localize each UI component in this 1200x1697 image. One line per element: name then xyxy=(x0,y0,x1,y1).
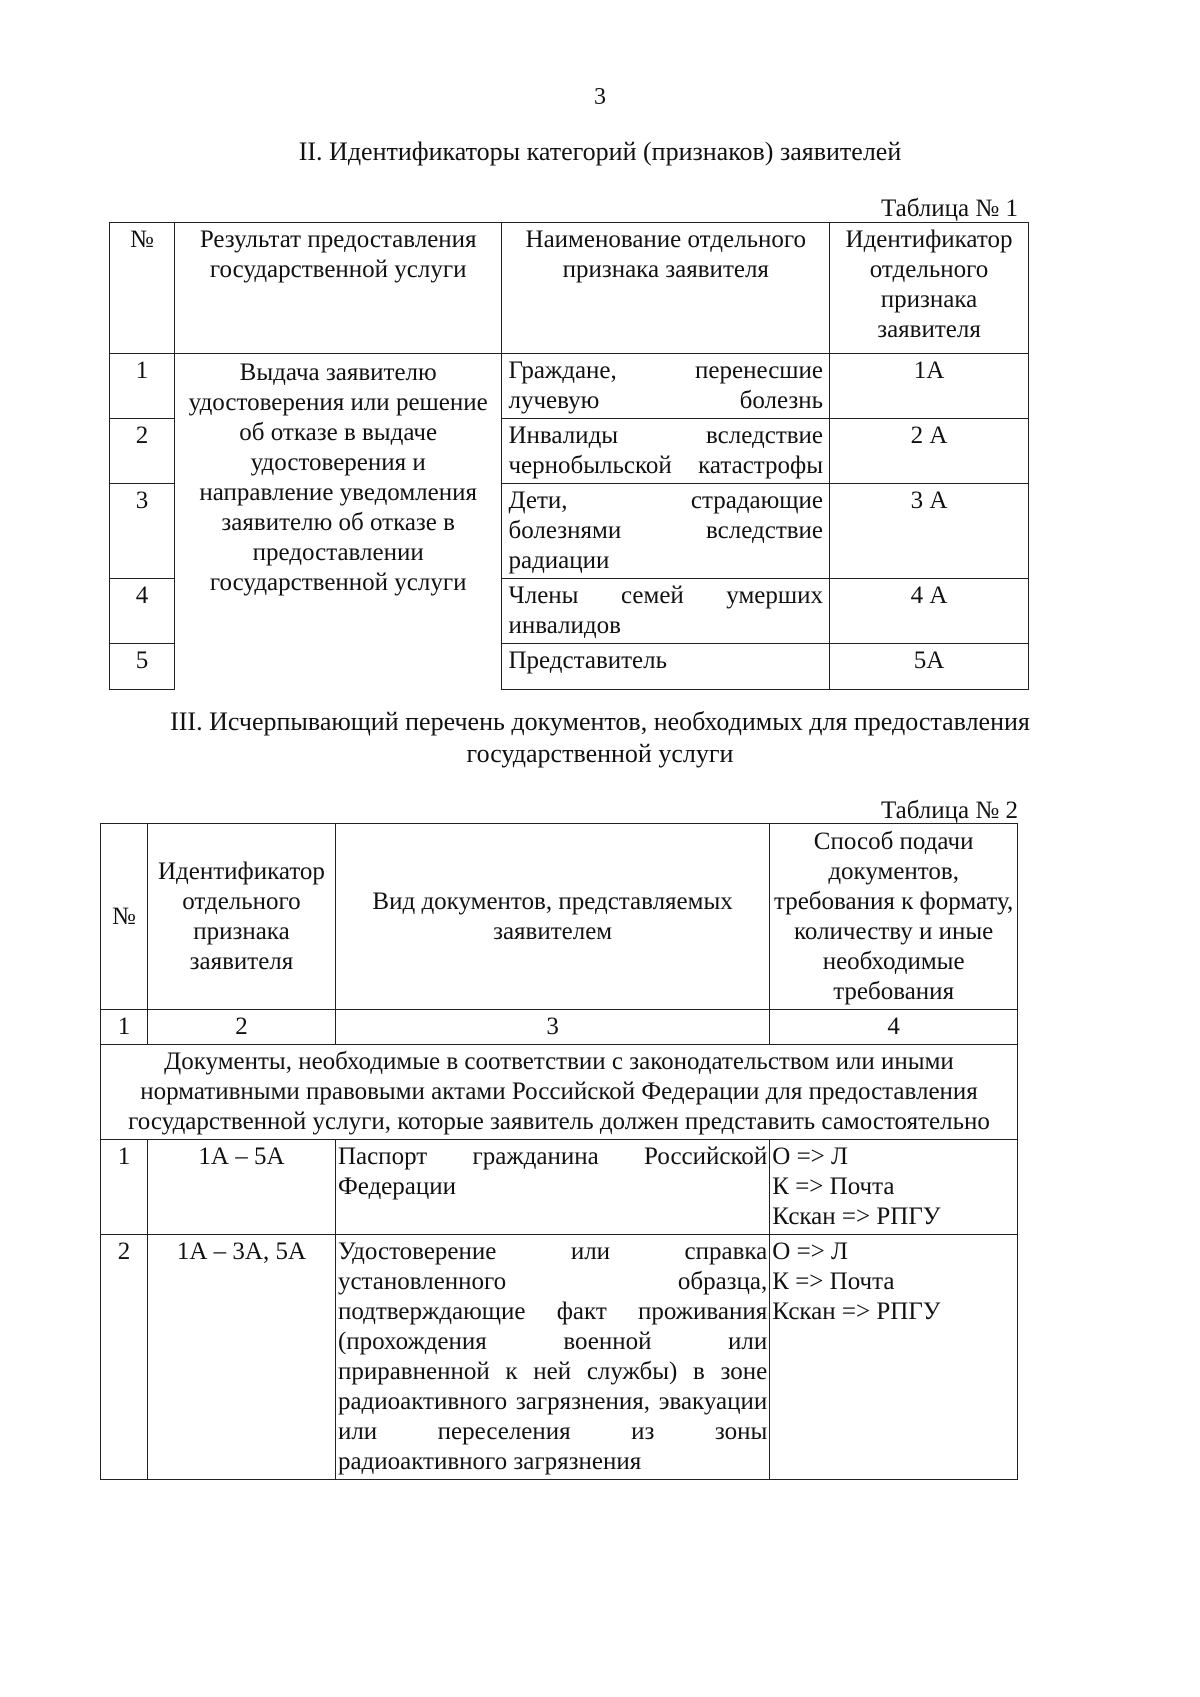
applicant-feature-name: Граждане, перенесшие лучевую болезнь xyxy=(502,354,830,419)
table-2-header-doc: Вид документов, представляемых заявителем xyxy=(335,824,769,1010)
table-1-label: Таблица № 1 xyxy=(880,195,1018,222)
section-3-title-line-2: государственной услуги xyxy=(466,739,734,768)
table-2-header-row xyxy=(101,824,1018,1010)
page-number: 3 xyxy=(594,84,606,110)
row-number: 2 xyxy=(110,419,175,484)
table-2-label: Таблица № 2 xyxy=(880,797,1018,824)
row-number: 3 xyxy=(110,484,175,579)
submission-method: Кскан => РПГУ xyxy=(772,1203,941,1230)
table-2-header-id: Идентификатор отдельного признака заявителя xyxy=(147,824,335,1010)
applicant-feature-id: 1А xyxy=(830,354,1029,419)
applicant-feature-name: Инвалиды вследствие чернобыльской катастрофы xyxy=(502,419,830,484)
row-number: 1 xyxy=(101,1140,148,1235)
section-3-title-line-1: III. Исчерпывающий перечень документов, необходимых для предоставления xyxy=(170,707,1030,736)
section-2-title: II. Идентификаторы категорий (признаков) заявителей xyxy=(298,137,902,166)
applicant-feature-name: Члены семей умерших инвалидов xyxy=(502,579,830,644)
submission-method: К => Почта xyxy=(772,1173,895,1200)
row-number: 1 xyxy=(110,354,175,419)
table-1-header-num: № xyxy=(110,223,175,354)
table-row xyxy=(101,1140,1018,1235)
document-type: Паспорт гражданина Российской Федерации xyxy=(335,1140,769,1235)
table-1 xyxy=(109,222,1029,690)
applicant-feature-name: Дети, страдающие болезнями вследствие радиации xyxy=(502,484,830,579)
table-2-header-num: № xyxy=(101,824,148,1010)
applicant-ids: 1А – 5А xyxy=(147,1140,335,1235)
applicant-ids: 1А – 3А, 5А xyxy=(147,1235,335,1480)
submission-method: О => Л xyxy=(772,1238,848,1265)
applicant-feature-id: 4 А xyxy=(830,579,1029,644)
table-1-header-row xyxy=(110,223,1029,354)
table-2-col-numbers-row xyxy=(101,1010,1018,1045)
table-2-group-row xyxy=(101,1045,1018,1140)
table-2-header-method: Способ подачи документов, требования к формату, количеству и иные необходимые требования xyxy=(770,824,1018,1010)
column-number: 4 xyxy=(770,1010,1018,1045)
row-number: 4 xyxy=(110,579,175,644)
row-number: 2 xyxy=(101,1235,148,1480)
document-group-title: Документы, необходимые в соответствии с законодательством или иными нормативными правовыми актами Российской Федерации для предоставления государственной услуги, которые заявитель должен представить самостоятельно xyxy=(101,1045,1018,1140)
submission-method: О => Л xyxy=(772,1143,848,1170)
submission-method: К => Почта xyxy=(772,1268,895,1295)
table-row xyxy=(101,1235,1018,1480)
table-1-header-id: Идентификатор отдельного признака заявителя xyxy=(830,223,1029,354)
column-number: 1 xyxy=(101,1010,148,1045)
submission-methods xyxy=(770,1235,1018,1480)
applicant-feature-name: Представитель xyxy=(502,644,830,690)
document-type: Удостоверение или справка установленного образца, подтверждающие факт проживания (прохождения военной или приравненной к ней службы) в зоне радиоактивного загрязнения, эвакуации или переселения из зоны радиоактивного загрязнения xyxy=(335,1235,769,1480)
submission-methods xyxy=(770,1140,1018,1235)
applicant-feature-id: 2 А xyxy=(830,419,1029,484)
submission-method: Кскан => РПГУ xyxy=(772,1298,941,1325)
column-number: 2 xyxy=(147,1010,335,1045)
applicant-feature-id: 3 А xyxy=(830,484,1029,579)
row-number: 5 xyxy=(110,644,175,690)
table-1-header-name: Наименование отдельного признака заявителя xyxy=(502,223,830,354)
result-cell: Выдача заявителю удостоверения или решение об отказе в выдаче удостоверения и направление уведомления заявителю об отказе в предоставлении государственной услуги xyxy=(174,354,502,690)
table-1-header-result: Результат предоставления государственной услуги xyxy=(174,223,502,354)
applicant-feature-id: 5А xyxy=(830,644,1029,690)
column-number: 3 xyxy=(335,1010,769,1045)
table-row xyxy=(110,354,1029,419)
table-2 xyxy=(100,823,1018,1480)
